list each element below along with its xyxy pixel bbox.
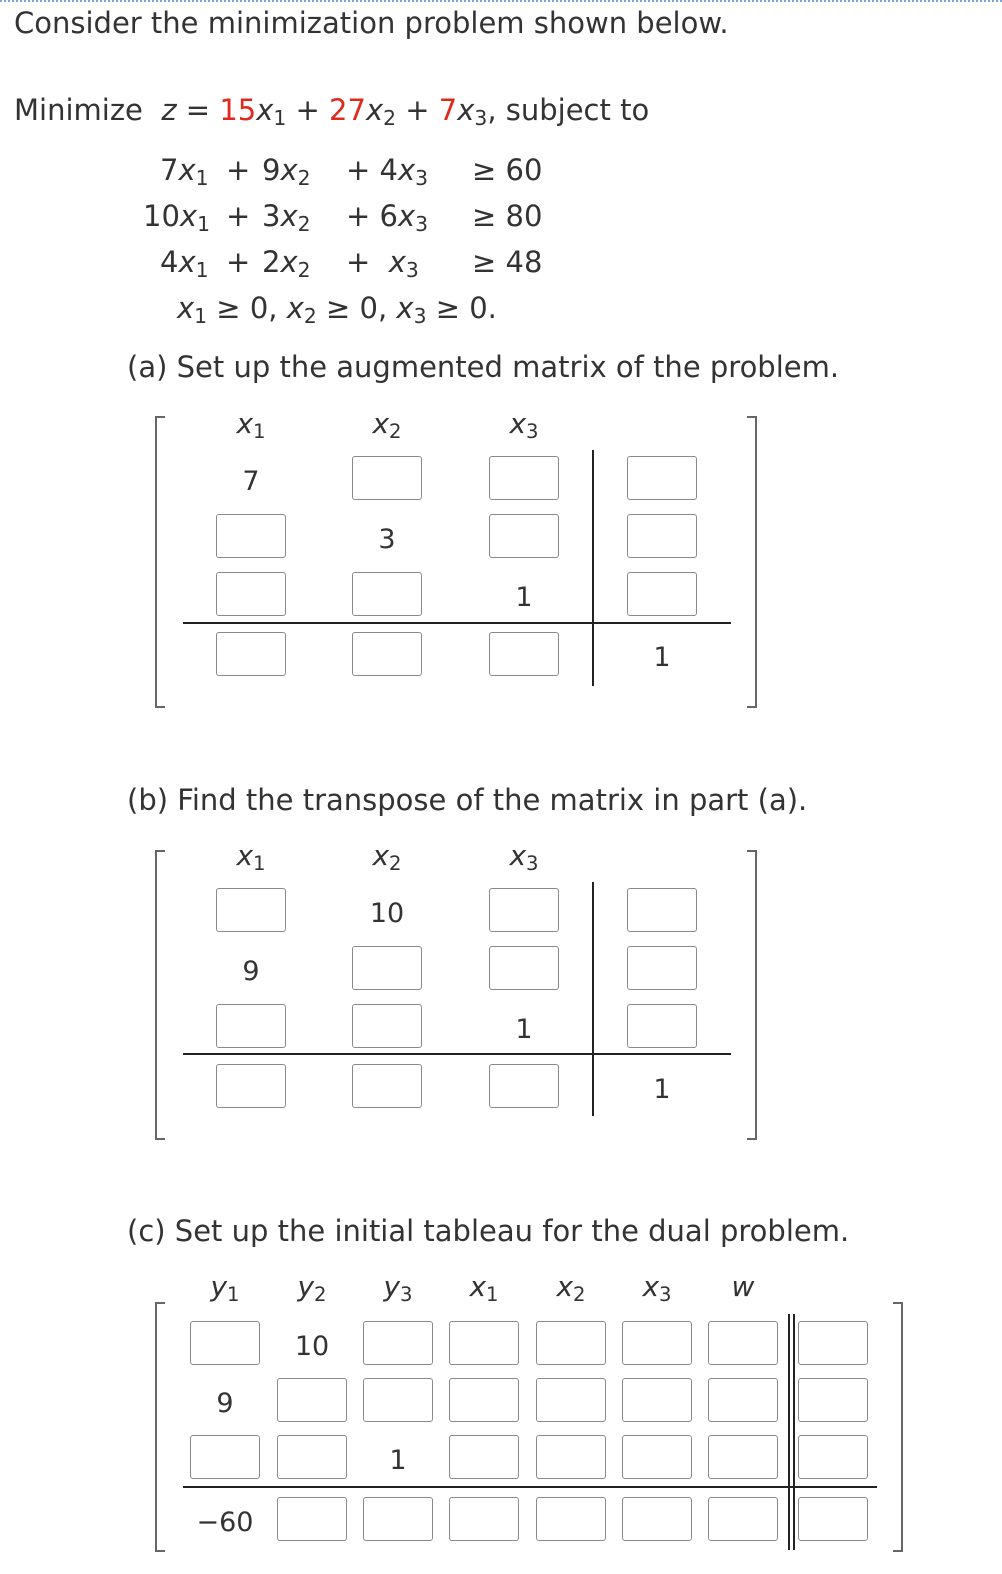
objective-line: Minimize $z = 15x_1 + 27x_2 + 7x_3$, subject to [14, 93, 650, 131]
answer-input-box[interactable] [449, 1435, 519, 1479]
matrix-value: 10 [294, 1331, 330, 1362]
answer-input-box[interactable] [708, 1321, 778, 1365]
left-bracket [155, 416, 165, 708]
left-bracket [155, 850, 165, 1140]
matrix-value: 3 [378, 524, 396, 555]
answer-input-box[interactable] [627, 572, 697, 616]
answer-input-box[interactable] [277, 1497, 347, 1541]
answer-input-box[interactable] [190, 1321, 260, 1365]
top-divider [0, 0, 1002, 2]
column-header-w: w [731, 1270, 755, 1303]
answer-input-box[interactable] [352, 572, 422, 616]
answer-input-box[interactable] [216, 888, 286, 932]
answer-input-box[interactable] [277, 1378, 347, 1422]
answer-input-box[interactable] [622, 1378, 692, 1422]
constraint-3-rhs: ≥ 48 [472, 245, 543, 279]
column-header-y3: $y_3$ [383, 1270, 413, 1306]
augmented-divider [788, 1314, 790, 1550]
answer-input-box[interactable] [216, 1064, 286, 1108]
answer-input-box[interactable] [216, 632, 286, 676]
objective-row-divider [183, 1486, 877, 1488]
answer-input-box[interactable] [489, 946, 559, 990]
column-header-y1: $y_1$ [210, 1270, 240, 1306]
column-header-x2: $x_2$ [372, 407, 402, 443]
answer-input-box[interactable] [708, 1435, 778, 1479]
matrix-value: 1 [515, 582, 533, 613]
answer-input-box[interactable] [489, 888, 559, 932]
column-header-x3: $x_3$ [509, 839, 539, 875]
part-a-title: (a) Set up the augmented matrix of the problem. [127, 350, 840, 384]
constraint-1-term-x1: $7x_1$ [160, 153, 209, 191]
answer-input-box[interactable] [627, 514, 697, 558]
constraint-1-term-x2: $9x_2$ [262, 153, 311, 191]
augmented-divider [793, 1314, 795, 1550]
matrix-value: 1 [389, 1445, 407, 1476]
answer-input-box[interactable] [622, 1435, 692, 1479]
answer-input-box[interactable] [216, 514, 286, 558]
column-header-x3: $x_3$ [509, 407, 539, 443]
column-header-x1: $x_1$ [469, 1270, 499, 1306]
matrix-value: 9 [216, 1388, 234, 1419]
answer-input-box[interactable] [798, 1497, 868, 1541]
answer-input-box[interactable] [536, 1321, 606, 1365]
answer-input-box[interactable] [449, 1321, 519, 1365]
answer-input-box[interactable] [352, 456, 422, 500]
answer-input-box[interactable] [216, 1004, 286, 1048]
answer-input-box[interactable] [798, 1378, 868, 1422]
column-header-x3: $x_3$ [642, 1270, 672, 1306]
answer-input-box[interactable] [622, 1497, 692, 1541]
constraint-3-term-x3: + $x_3$ [346, 245, 419, 283]
right-bracket [747, 416, 757, 708]
right-bracket [747, 850, 757, 1140]
answer-input-box[interactable] [489, 456, 559, 500]
answer-input-box[interactable] [363, 1321, 433, 1365]
answer-input-box[interactable] [627, 456, 697, 500]
answer-input-box[interactable] [536, 1435, 606, 1479]
right-bracket [893, 1302, 903, 1552]
part-b-title: (b) Find the transpose of the matrix in part (a). [127, 783, 808, 817]
answer-input-box[interactable] [489, 632, 559, 676]
answer-input-box[interactable] [363, 1378, 433, 1422]
answer-input-box[interactable] [536, 1378, 606, 1422]
constraint-1-plus: + [226, 153, 251, 187]
constraint-3-term-x1: $4x_1$ [160, 245, 209, 283]
matrix-value: −60 [196, 1507, 254, 1538]
augmented-divider [592, 450, 594, 686]
answer-input-box[interactable] [363, 1497, 433, 1541]
matrix-value: 10 [369, 898, 405, 929]
answer-input-box[interactable] [449, 1497, 519, 1541]
left-bracket [155, 1302, 165, 1552]
matrix-value: 1 [653, 642, 671, 673]
matrix-value: 9 [242, 956, 260, 987]
constraint-1-term-x3: + $4x_3$ [346, 153, 429, 191]
answer-input-box[interactable] [627, 1004, 697, 1048]
constraint-2-term-x1: $10x_1$ [143, 199, 210, 237]
constraint-2-rhs: ≥ 80 [472, 199, 543, 233]
answer-input-box[interactable] [352, 1004, 422, 1048]
answer-input-box[interactable] [627, 946, 697, 990]
column-header-y2: $y_2$ [297, 1270, 327, 1306]
column-header-x1: $x_1$ [236, 407, 266, 443]
constraint-3-term-x2: $2x_2$ [262, 245, 311, 283]
constraint-1-rhs: ≥ 60 [472, 153, 543, 187]
answer-input-box[interactable] [489, 1064, 559, 1108]
objective-row-divider [183, 622, 731, 624]
intro-text: Consider the minimization problem shown below. [14, 6, 729, 40]
answer-input-box[interactable] [798, 1321, 868, 1365]
constraint-2-plus: + [226, 199, 251, 233]
part-c-title: (c) Set up the initial tableau for the dual problem. [127, 1214, 850, 1248]
answer-input-box[interactable] [277, 1435, 347, 1479]
column-header-x2: $x_2$ [556, 1270, 586, 1306]
matrix-value: 7 [242, 466, 260, 497]
answer-input-box[interactable] [352, 946, 422, 990]
nonnegativity: $x_1 \ge 0$, $x_2 \ge 0$, $x_3 \ge 0$. [177, 291, 497, 329]
matrix-value: 1 [653, 1074, 671, 1105]
answer-input-box[interactable] [622, 1321, 692, 1365]
answer-input-box[interactable] [449, 1378, 519, 1422]
answer-input-box[interactable] [190, 1435, 260, 1479]
constraint-2-term-x2: $3x_2$ [262, 199, 311, 237]
answer-input-box[interactable] [798, 1435, 868, 1479]
constraint-3-plus: + [226, 245, 251, 279]
answer-input-box[interactable] [352, 1064, 422, 1108]
matrix-value: 1 [515, 1014, 533, 1045]
column-header-x2: $x_2$ [372, 839, 402, 875]
answer-input-box[interactable] [489, 514, 559, 558]
answer-input-box[interactable] [216, 572, 286, 616]
answer-input-box[interactable] [708, 1378, 778, 1422]
objective-row-divider [183, 1053, 731, 1055]
answer-input-box[interactable] [627, 888, 697, 932]
answer-input-box[interactable] [708, 1497, 778, 1541]
answer-input-box[interactable] [352, 632, 422, 676]
constraint-2-term-x3: + $6x_3$ [346, 199, 429, 237]
column-header-x1: $x_1$ [236, 839, 266, 875]
augmented-divider [592, 882, 594, 1116]
answer-input-box[interactable] [536, 1497, 606, 1541]
